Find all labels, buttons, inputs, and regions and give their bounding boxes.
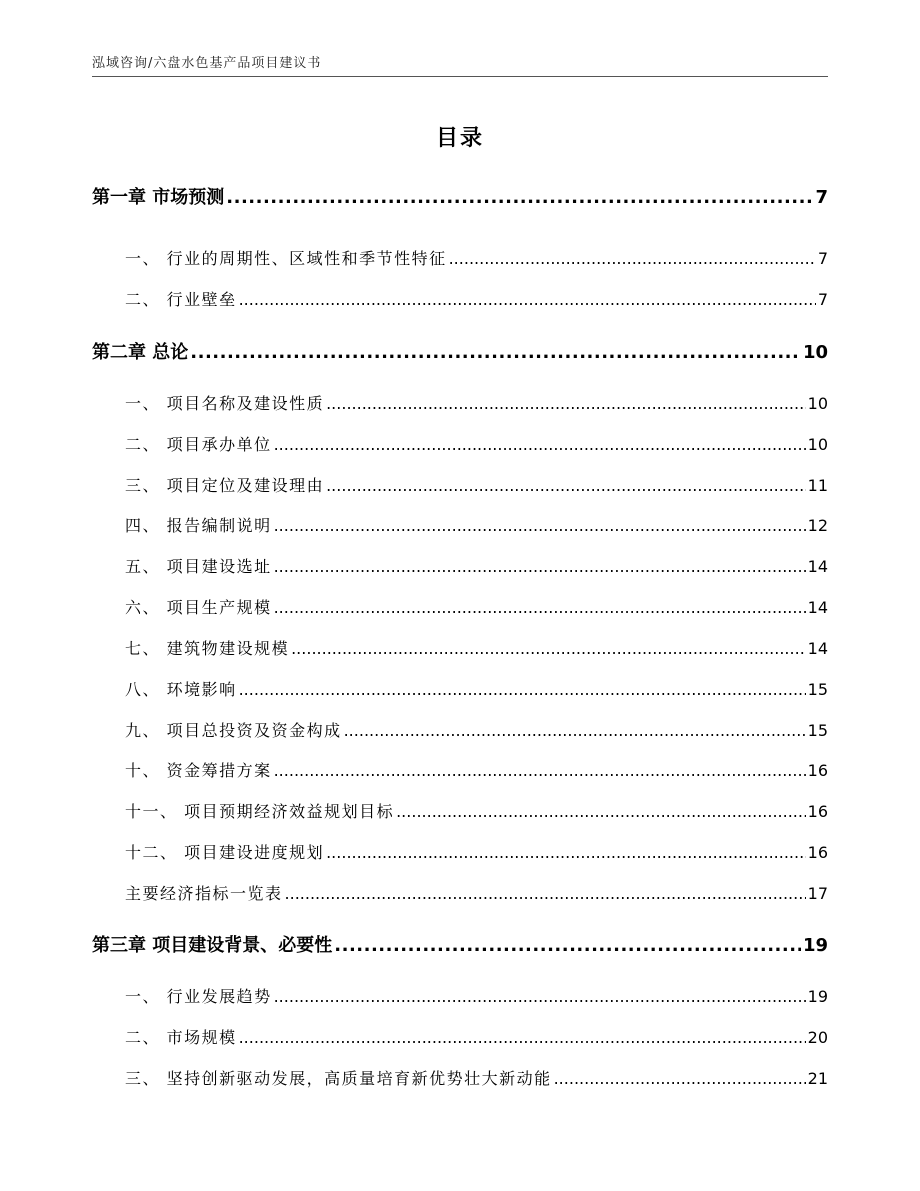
toc-entry-section[interactable] — [92, 677, 828, 700]
dot-leader — [274, 435, 806, 454]
toc-entry-page: 16 — [807, 843, 828, 862]
dot-leader — [285, 884, 806, 903]
toc-entry-label: 十一、 项目预期经济效益规划目标 — [125, 802, 395, 821]
toc-entry-section[interactable] — [92, 799, 828, 822]
dot-leader — [326, 394, 806, 413]
dot-leader — [274, 761, 806, 780]
toc-entry-page: 15 — [807, 680, 828, 699]
dot-leader — [396, 802, 806, 821]
toc-entry-label: 第一章 市场预测 — [92, 187, 225, 208]
toc-entry-chapter[interactable] — [92, 931, 828, 957]
dot-leader — [274, 598, 806, 617]
toc-entry-chapter[interactable] — [92, 183, 828, 209]
toc-entry-label: 一、 行业的周期性、区域性和季节性特征 — [125, 249, 447, 268]
toc-entry-label: 四、 报告编制说明 — [125, 516, 272, 535]
toc-entry-page: 15 — [807, 721, 828, 740]
toc-entry-page: 10 — [807, 394, 828, 413]
toc-entry-page: 20 — [807, 1028, 828, 1047]
toc-entry-page: 12 — [807, 516, 828, 535]
toc-entry-section[interactable] — [92, 513, 828, 536]
toc-entry-page: 14 — [807, 639, 828, 658]
toc-entry-section[interactable] — [92, 881, 828, 904]
toc-entry-page: 16 — [807, 761, 828, 780]
toc-entry-page: 7 — [817, 290, 828, 309]
toc-entry-section[interactable] — [92, 246, 828, 269]
toc-entry-label: 三、 项目定位及建设理由 — [125, 476, 325, 495]
toc-entry-section[interactable] — [92, 473, 828, 496]
toc-entry-section[interactable] — [92, 287, 828, 310]
toc-entry-section[interactable] — [92, 718, 828, 741]
toc-entry-section[interactable] — [92, 984, 828, 1007]
toc-title: 目录 — [435, 126, 484, 151]
toc-entry-label: 十、 资金筹措方案 — [125, 761, 272, 780]
toc-entry-label: 九、 项目总投资及资金构成 — [125, 721, 342, 740]
toc-entry-section[interactable] — [92, 595, 828, 618]
toc-entry-page: 7 — [817, 249, 828, 268]
toc-entry-page: 11 — [807, 476, 828, 495]
toc-entry-section[interactable] — [92, 1025, 828, 1048]
running-header: 泓域咨询/六盘水色基产品项目建议书 — [92, 56, 322, 71]
toc-entry-page: 21 — [807, 1069, 828, 1088]
dot-leader — [291, 639, 806, 658]
toc-entry-page: 19 — [802, 935, 828, 956]
toc-entry-page: 14 — [807, 598, 828, 617]
toc-entry-label: 七、 建筑物建设规模 — [125, 639, 290, 658]
toc-entry-page: 17 — [807, 884, 828, 903]
dot-leader — [274, 557, 806, 576]
dot-leader — [226, 187, 813, 208]
toc-entry-label: 五、 项目建设选址 — [125, 557, 272, 576]
toc-entry-section[interactable] — [92, 554, 828, 577]
dot-leader — [334, 935, 801, 956]
toc-entry-label: 一、 行业发展趋势 — [125, 987, 272, 1006]
toc-entry-label: 主要经济指标一览表 — [125, 884, 283, 903]
dot-leader — [239, 1028, 806, 1047]
toc-entry-page: 7 — [815, 187, 828, 208]
toc-entry-page: 16 — [807, 802, 828, 821]
dot-leader — [274, 987, 806, 1006]
dot-leader — [326, 476, 806, 495]
toc-entry-label: 八、 环境影响 — [125, 680, 237, 699]
toc-entry-section[interactable] — [92, 1066, 828, 1089]
toc-entry-section[interactable] — [92, 758, 828, 781]
toc-entry-section[interactable] — [92, 391, 828, 414]
toc-entry-section[interactable] — [92, 432, 828, 455]
toc-entry-label: 二、 行业壁垒 — [125, 290, 237, 309]
toc-entry-page: 10 — [807, 435, 828, 454]
toc-entry-page: 14 — [807, 557, 828, 576]
dot-leader — [449, 249, 816, 268]
toc-entry-label: 三、 坚持创新驱动发展，高质量培育新优势壮大新动能 — [125, 1069, 552, 1088]
dot-leader — [239, 680, 806, 699]
toc-entry-label: 一、 项目名称及建设性质 — [125, 394, 325, 413]
toc-entry-label: 二、 项目承办单位 — [125, 435, 272, 454]
toc-entry-label: 第三章 项目建设背景、必要性 — [92, 935, 333, 956]
dot-leader — [344, 721, 806, 740]
toc-entry-section[interactable] — [92, 840, 828, 863]
toc-entry-label: 二、 市场规模 — [125, 1028, 237, 1047]
dot-leader — [326, 843, 806, 862]
dot-leader — [239, 290, 816, 309]
dot-leader — [554, 1069, 806, 1088]
header-divider — [92, 76, 828, 77]
dot-leader — [190, 342, 801, 363]
toc-entry-label: 第二章 总论 — [92, 342, 189, 363]
toc-entry-page: 10 — [802, 342, 828, 363]
toc-entry-label: 十二、 项目建设进度规划 — [125, 843, 325, 862]
toc-entry-section[interactable] — [92, 636, 828, 659]
toc-entry-label: 六、 项目生产规模 — [125, 598, 272, 617]
dot-leader — [274, 516, 806, 535]
toc-entry-chapter[interactable] — [92, 338, 828, 364]
toc-entry-page: 19 — [807, 987, 828, 1006]
